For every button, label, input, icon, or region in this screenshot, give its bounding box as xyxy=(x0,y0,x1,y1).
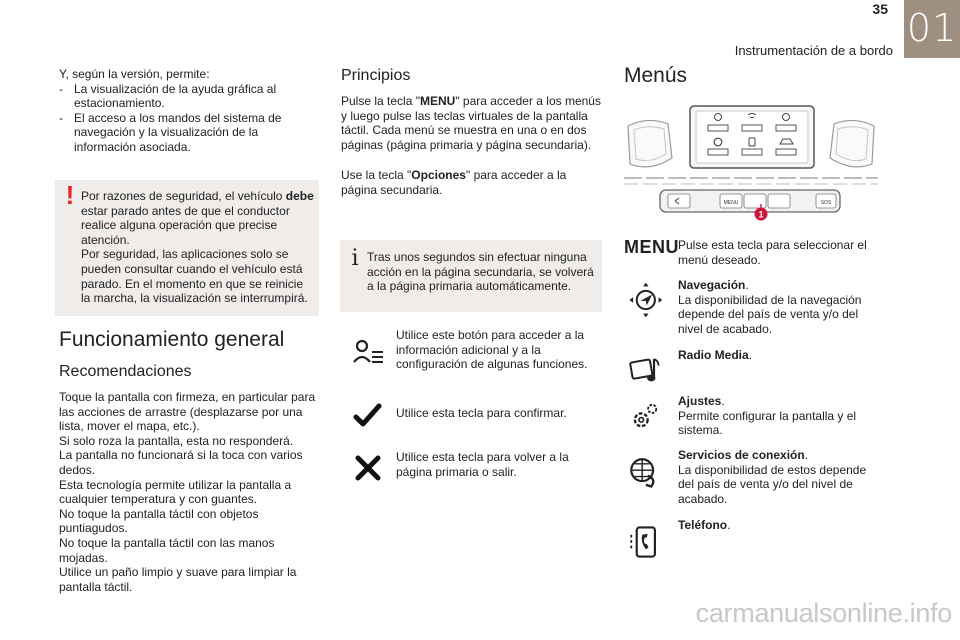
safety-note-text: Por razones de seguridad, el vehículo debe estar parado antes de que el conductor realice alguna operación que precise atención. Por seguridad, las aplicaciones solo se pueden consultar cuando el vehículo está parado. En el momento en que se reinicie la marcha, la visualización se interrumpirá. xyxy=(81,189,314,306)
confirm-text: Utilice esta tecla para confirmar. xyxy=(396,406,567,420)
principios-heading: Principios xyxy=(341,67,411,84)
radio-media-icon xyxy=(622,350,666,390)
servicios-text: Servicios de conexión. La disponibilidad de estos depende del país de venta y/o del nivel de acabado. xyxy=(678,448,867,506)
confirm-row xyxy=(340,400,602,434)
intro-list xyxy=(59,82,321,155)
menu-key-row xyxy=(622,236,882,276)
telefono-text: Teléfono. xyxy=(678,518,731,532)
warning-icon: ! xyxy=(65,180,75,210)
back-text: Utilice esta tecla para volver a la página primaria o salir. xyxy=(396,450,569,479)
recomendaciones-text: Toque la pantalla con firmeza, en particular para las acciones de arrastre (desplazarse por una lista, mover el mapa, etc.). Si solo roza la pantalla, esta no responderá. La pantalla no funcionará si la toca con varios dedos. Esta tecnología permite utilizar la pantalla a cualquier temperatura y con guantes. No toque la pantalla táctil con objetos puntiagudos. No toque la pantalla táctil con las manos mojadas. Utilice un paño limpio y suave para limpiar la pantalla táctil. xyxy=(59,390,316,594)
chapter-tab: 01 xyxy=(904,0,960,58)
info-icon: i xyxy=(351,246,359,271)
telephone-icon xyxy=(622,522,666,562)
watermark: carmanualsonline.info xyxy=(695,598,952,628)
menu-key-icon: MENU xyxy=(624,237,679,257)
settings-icon xyxy=(622,398,666,438)
check-icon xyxy=(350,398,386,434)
safety-note xyxy=(55,180,319,316)
opciones-paragraph: Use la tecla "Opciones" para acceder a la página secundaria. xyxy=(341,168,567,197)
options-row xyxy=(340,326,602,382)
radio-media-row xyxy=(622,346,882,386)
list-item: - El acceso a los mandos del sistema de navegación y la visualización de la información asociada. xyxy=(59,110,282,154)
info-note-text: Tras unos segundos sin efectuar ninguna acción en la página secundaria, se volverá a la página primaria automáticamente. xyxy=(367,250,594,294)
recomendaciones-heading: Recomendaciones xyxy=(59,363,192,380)
options-icon xyxy=(350,334,386,370)
servicios-row xyxy=(622,448,882,506)
ajustes-text: Ajustes. Permite configurar la pantalla y el sistema. xyxy=(678,394,857,438)
navegacion-text: Navegación. La disponibilidad de la navegación depende del país de venta y/o del nivel de acabado. xyxy=(678,278,862,336)
connected-services-icon xyxy=(622,452,666,492)
section-title: Instrumentación de a bordo xyxy=(734,43,893,58)
page-number: 35 xyxy=(872,1,888,17)
navegacion-row xyxy=(622,278,882,342)
illustration-sos-label: SOS xyxy=(820,200,832,206)
intro-lead: Y, según la versión, permite: xyxy=(59,67,210,81)
menus-heading: Menús xyxy=(624,64,688,87)
info-note xyxy=(340,240,602,312)
ajustes-row xyxy=(622,394,882,444)
radio-media-text: Radio Media. xyxy=(678,348,753,362)
funcionamiento-heading: Funcionamiento general xyxy=(59,328,285,351)
principios-paragraph: Pulse la tecla "MENU" para acceder a los menús y luego pulse las teclas virtuales de la pantalla táctil. Cada menú se muestra en una o en dos páginas (página primaria y página secundaria). xyxy=(341,94,601,152)
menu-key-text: Pulse esta tecla para seleccionar el menú deseado. xyxy=(678,238,867,267)
list-item: - La visualización de la ayuda gráfica al estacionamiento. xyxy=(59,81,277,111)
telefono-row xyxy=(622,518,882,562)
cross-icon xyxy=(350,450,386,486)
options-text: Utilice este botón para acceder a la información adicional y a la configuración de algunas funciones. xyxy=(396,328,588,372)
intro-block xyxy=(59,67,321,155)
callout-number: 1 xyxy=(758,209,764,220)
navigation-icon xyxy=(622,280,666,320)
dashboard-illustration xyxy=(620,98,882,226)
illustration-menu-label: MENU xyxy=(723,200,739,206)
back-row xyxy=(340,446,602,486)
